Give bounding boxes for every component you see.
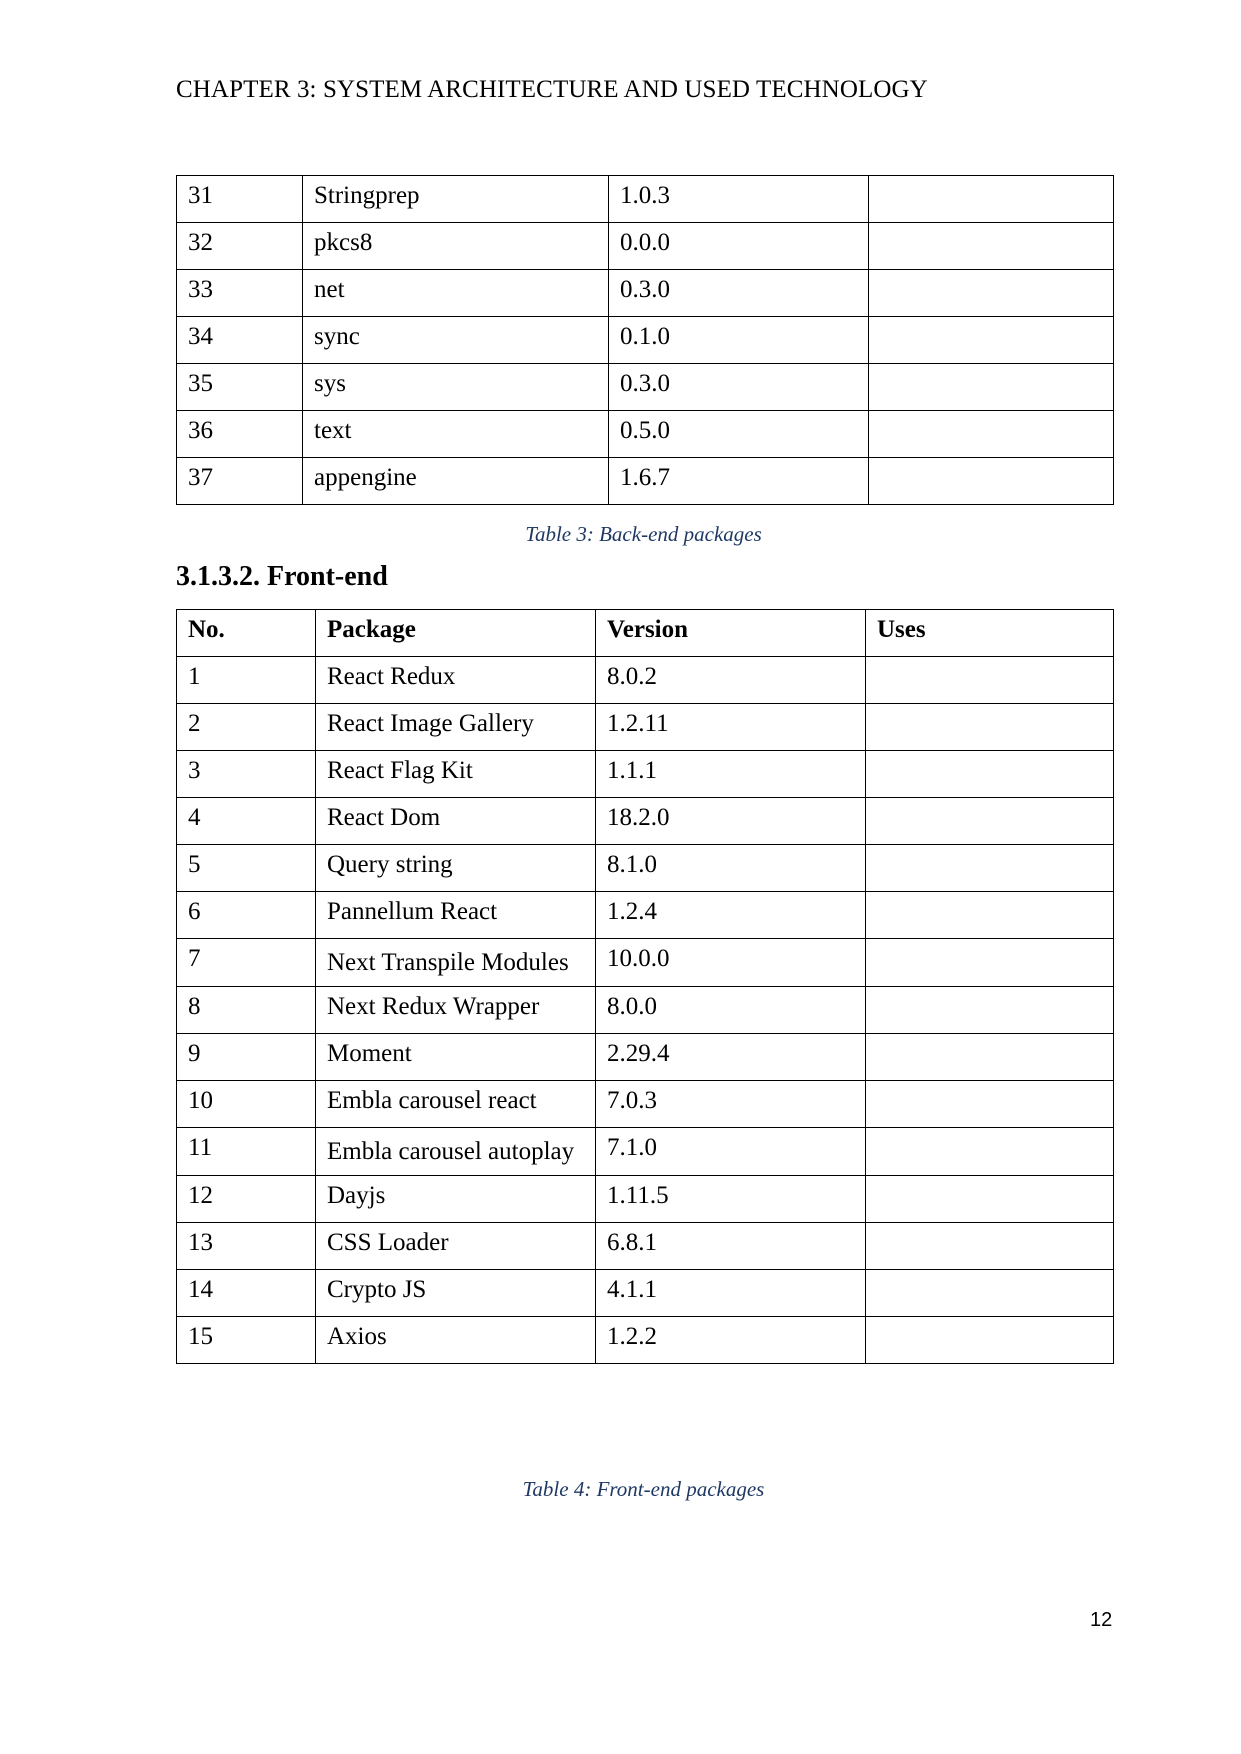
cell-no: 15 <box>177 1317 316 1364</box>
table-row <box>177 270 1114 317</box>
cell-package: sync <box>303 317 609 364</box>
backend-packages-table <box>176 175 1114 505</box>
cell-version: 1.11.5 <box>596 1176 866 1223</box>
header-no: No. <box>177 610 316 657</box>
cell-uses <box>866 704 1114 751</box>
cell-no: 1 <box>177 657 316 704</box>
cell-version: 4.1.1 <box>596 1270 866 1317</box>
cell-package: net <box>303 270 609 317</box>
cell-no: 5 <box>177 845 316 892</box>
cell-package: appengine <box>303 458 609 505</box>
cell-uses <box>866 892 1114 939</box>
cell-package: Embla carousel autoplay <box>316 1128 596 1176</box>
table-row <box>177 317 1114 364</box>
cell-package: pkcs8 <box>303 223 609 270</box>
cell-package: Stringprep <box>303 176 609 223</box>
table-row <box>177 1176 1114 1223</box>
cell-uses <box>866 939 1114 987</box>
cell-package: sys <box>303 364 609 411</box>
cell-package: React Flag Kit <box>316 751 596 798</box>
cell-uses <box>866 987 1114 1034</box>
header-package: Package <box>316 610 596 657</box>
cell-no: 8 <box>177 987 316 1034</box>
cell-version: 7.1.0 <box>596 1128 866 1176</box>
cell-uses <box>866 751 1114 798</box>
table-row <box>177 176 1114 223</box>
table-row <box>177 987 1114 1034</box>
cell-package: Embla carousel react <box>316 1081 596 1128</box>
table-row <box>177 223 1114 270</box>
table-row <box>177 1081 1114 1128</box>
cell-no: 36 <box>177 411 303 458</box>
cell-no: 12 <box>177 1176 316 1223</box>
header-version: Version <box>596 610 866 657</box>
cell-uses <box>869 364 1114 411</box>
cell-package: React Redux <box>316 657 596 704</box>
cell-no: 33 <box>177 270 303 317</box>
cell-uses <box>866 657 1114 704</box>
cell-version: 8.0.2 <box>596 657 866 704</box>
cell-version: 0.1.0 <box>609 317 869 364</box>
cell-version: 1.2.11 <box>596 704 866 751</box>
cell-uses <box>866 1081 1114 1128</box>
cell-version: 18.2.0 <box>596 798 866 845</box>
cell-version: 0.3.0 <box>609 270 869 317</box>
cell-version: 6.8.1 <box>596 1223 866 1270</box>
table-row <box>177 1317 1114 1364</box>
table-row <box>177 364 1114 411</box>
table-row <box>177 411 1114 458</box>
table-row <box>177 798 1114 845</box>
table-row <box>177 458 1114 505</box>
cell-no: 6 <box>177 892 316 939</box>
cell-no: 14 <box>177 1270 316 1317</box>
cell-version: 0.0.0 <box>609 223 869 270</box>
cell-version: 8.1.0 <box>596 845 866 892</box>
cell-package: Moment <box>316 1034 596 1081</box>
cell-uses <box>869 317 1114 364</box>
cell-package: Query string <box>316 845 596 892</box>
cell-uses <box>869 223 1114 270</box>
cell-uses <box>866 1034 1114 1081</box>
cell-package: text <box>303 411 609 458</box>
cell-version: 0.5.0 <box>609 411 869 458</box>
cell-uses <box>869 176 1114 223</box>
cell-no: 34 <box>177 317 303 364</box>
table-row <box>177 845 1114 892</box>
page-number: 12 <box>1090 1609 1113 1631</box>
cell-uses <box>866 1270 1114 1317</box>
cell-no: 13 <box>177 1223 316 1270</box>
cell-version: 1.6.7 <box>609 458 869 505</box>
cell-no: 11 <box>177 1128 316 1176</box>
cell-version: 8.0.0 <box>596 987 866 1034</box>
cell-version: 2.29.4 <box>596 1034 866 1081</box>
cell-uses <box>869 458 1114 505</box>
cell-no: 9 <box>177 1034 316 1081</box>
cell-no: 32 <box>177 223 303 270</box>
cell-package: Pannellum React <box>316 892 596 939</box>
cell-uses <box>866 845 1114 892</box>
section-heading: 3.1.3.2. Front-end <box>176 561 388 592</box>
cell-version: 1.1.1 <box>596 751 866 798</box>
table-row <box>177 1034 1114 1081</box>
cell-version: 1.2.2 <box>596 1317 866 1364</box>
cell-uses <box>866 798 1114 845</box>
cell-version: 10.0.0 <box>596 939 866 987</box>
cell-uses <box>866 1317 1114 1364</box>
cell-package: Crypto JS <box>316 1270 596 1317</box>
cell-no: 31 <box>177 176 303 223</box>
table-row <box>177 704 1114 751</box>
cell-uses <box>866 1128 1114 1176</box>
table-row <box>177 1128 1114 1176</box>
cell-no: 10 <box>177 1081 316 1128</box>
table-row <box>177 1270 1114 1317</box>
table-row <box>177 657 1114 704</box>
cell-uses <box>869 411 1114 458</box>
cell-package: CSS Loader <box>316 1223 596 1270</box>
table-4-caption: Table 4: Front-end packages <box>522 1477 765 1501</box>
cell-package: Axios <box>316 1317 596 1364</box>
cell-version: 1.2.4 <box>596 892 866 939</box>
cell-uses <box>869 270 1114 317</box>
table-row <box>177 751 1114 798</box>
table-3-caption: Table 3: Back-end packages <box>525 522 762 546</box>
cell-uses <box>866 1176 1114 1223</box>
cell-package: Next Redux Wrapper <box>316 987 596 1034</box>
cell-package: Next Transpile Modules <box>316 939 596 987</box>
table-header-row <box>177 610 1114 657</box>
table-row <box>177 892 1114 939</box>
cell-package: React Image Gallery <box>316 704 596 751</box>
frontend-packages-table <box>176 609 1114 1364</box>
cell-no: 3 <box>177 751 316 798</box>
header-uses: Uses <box>866 610 1114 657</box>
cell-no: 4 <box>177 798 316 845</box>
cell-no: 37 <box>177 458 303 505</box>
cell-no: 35 <box>177 364 303 411</box>
cell-package: Dayjs <box>316 1176 596 1223</box>
table-row <box>177 1223 1114 1270</box>
table-row <box>177 939 1114 987</box>
cell-version: 1.0.3 <box>609 176 869 223</box>
cell-package: React Dom <box>316 798 596 845</box>
cell-no: 2 <box>177 704 316 751</box>
cell-version: 7.0.3 <box>596 1081 866 1128</box>
cell-no: 7 <box>177 939 316 987</box>
cell-version: 0.3.0 <box>609 364 869 411</box>
cell-uses <box>866 1223 1114 1270</box>
chapter-header: CHAPTER 3: SYSTEM ARCHITECTURE AND USED TECHNOLOGY <box>176 76 928 103</box>
